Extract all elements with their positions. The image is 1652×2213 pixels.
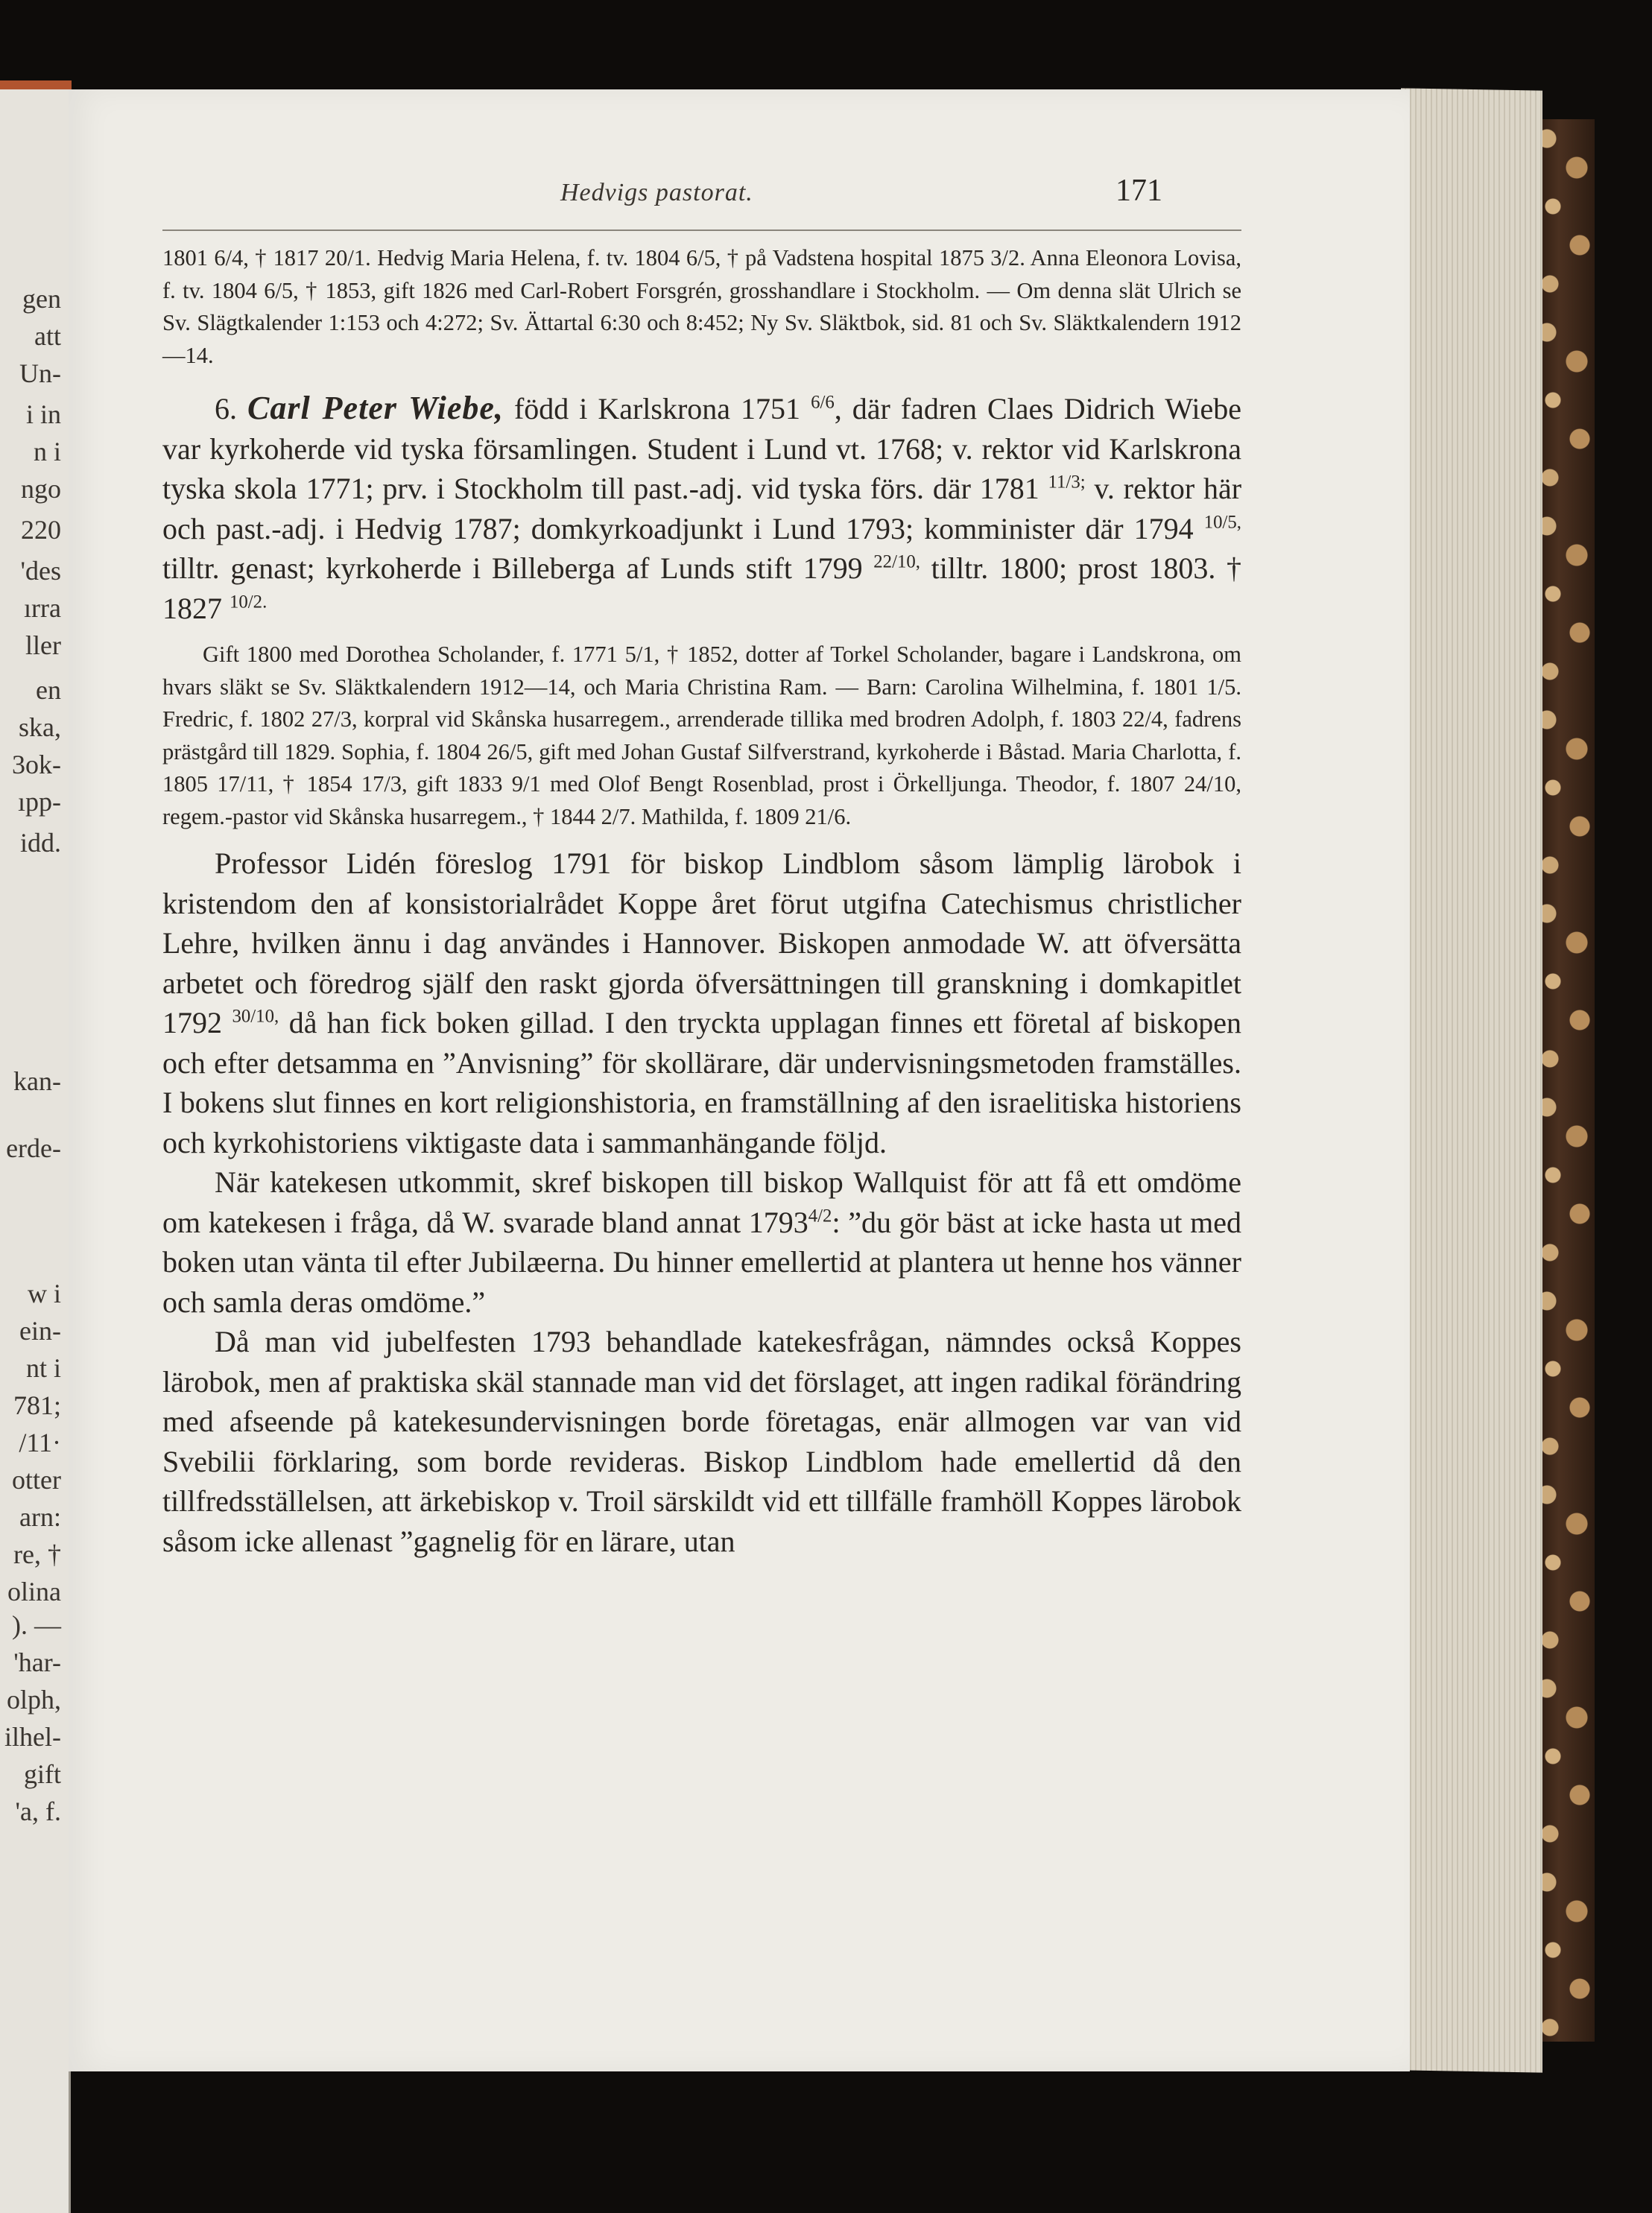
date-adj: 11/3; bbox=[1048, 472, 1086, 493]
date-kh: 22/10, bbox=[873, 551, 920, 572]
left-page-fragment: ska, bbox=[19, 712, 61, 742]
left-page-fragment: 'des bbox=[20, 556, 61, 586]
catechism-text-b: då han fick boken gillad. I den tryckta upplagan finnes ett företal af biskopen och efter detsamma en ”Anvisning” för skollärare, där undervisningsmetoden framställes. I bokens slut finnes en kort religionshistoria, en framställning af den israelitiska historiens och kyrkohistoriens viktigaste data i sammanhängande följd. bbox=[162, 1006, 1242, 1159]
left-page-fragment: gen bbox=[22, 284, 61, 314]
date-letter: 4/2 bbox=[808, 1206, 832, 1226]
left-page-fragment: Un- bbox=[19, 358, 61, 388]
left-page-fragment: ein- bbox=[19, 1316, 61, 1346]
left-page-fragment: ilhel- bbox=[4, 1722, 61, 1752]
paragraph-biography: 6. Carl Peter Wiebe, född i Karlskrona 1751 $^{6/6}$, där fadren Claes Didrich Wiebe var kyrkoherde vid tyska församlingen. Student i Lund vt. 1768; v. rektor vid Karlskrona tyska skola 1771; prv. i Stockholm till past.-adj. vid tyska förs. där 1781 $^{11/3;}$ v. rektor här och past.-adj. i Hedvig 1787; domkyrkoadjunkt i Lund 1793; komminister där 1794 $^{10/5,}$ tilltr. genast; kyrkoherde i Billeberga af Lunds stift 1799 $^{22/10,}$ tilltr. 1800; prost 1803. † 1827 $^{10/2.}$ bbox=[162, 390, 1242, 625]
left-page-fragment: erde- bbox=[6, 1133, 61, 1163]
left-page-fragment: re, † bbox=[13, 1539, 61, 1569]
bio-text-b: där fadren Claes Didrich Wiebe var kyrkoherde vid tyska församlingen. Student i Lund vt. 1768; v. rektor vid Karlskrona tyska skola 1771; prv. i Stockholm till past.-adj. vid tyska förs. där 1781 bbox=[162, 392, 1242, 505]
left-page-fragment: gift bbox=[24, 1759, 61, 1789]
left-page-fragment: ller bbox=[25, 630, 61, 660]
left-page-fragment: att bbox=[34, 321, 61, 351]
bio-text-c: v. rektor här och past.-adj. i Hedvig 1787; domkyrkoadjunkt i Lund 1793; komminister där 1794 bbox=[162, 472, 1242, 545]
page-number: 171 bbox=[1115, 174, 1162, 208]
paragraph-continuation: 1801 6/4, † 1817 20/1. Hedvig Maria Helena, f. tv. 1804 6/5, † på Vadstena hospital 1875 3/2. Anna Eleonora Lovisa, f. tv. 1804 6/5, † 1853, gift 1826 med Carl-Robert Forsgrén, grosshandlare i Stockholm. — Om denna slät Ulrich se Sv. Slägtkalender 1:153 och 4:272; Sv. Ättartal 6:30 och 8:452; Ny Sv. Släktbok, sid. 81 och Sv. Släktkalendern 1912—14. bbox=[162, 245, 1241, 368]
page-edges bbox=[1401, 88, 1542, 2072]
header-rule bbox=[162, 229, 1241, 231]
date-born: 6/6 bbox=[811, 392, 835, 413]
book-page bbox=[69, 89, 1410, 2071]
left-page-fragment: w i bbox=[28, 1279, 61, 1308]
left-facing-page bbox=[0, 89, 71, 2213]
left-page-fragment: 'a, f. bbox=[15, 1796, 61, 1826]
text-block bbox=[162, 242, 1241, 1561]
left-page-fragment: olina bbox=[7, 1577, 61, 1606]
left-page-fragment: olph, bbox=[6, 1685, 61, 1715]
left-page-fragment: i in bbox=[25, 399, 61, 429]
left-page-fragment: nt i bbox=[25, 1353, 61, 1383]
left-page-fragment: otter bbox=[12, 1465, 61, 1495]
left-page-fragment: idd. bbox=[19, 828, 61, 858]
paragraph-catechism bbox=[162, 843, 1241, 1162]
left-page-fragment: n i bbox=[33, 437, 61, 466]
catechism-text-a: Professor Lidén föreslog 1791 för biskop Lindblom såsom lämplig lärobok i kristendom den af konsistorialrådet Koppe året förut utgifna Catechismus christlicher Lehre, hvilken ännu i dag användes i Hannover. Biskopen anmodade W. att öfversätta arbetet och föredrog själf den raskt gjorda öfversättningen till granskning i domkapitlet 1792 bbox=[162, 846, 1241, 1039]
left-page-fragment: 'har- bbox=[13, 1647, 61, 1677]
bio-text-a: född i Karlskrona 1751 bbox=[513, 392, 801, 425]
left-page-fragment: /11· bbox=[19, 1428, 61, 1457]
paragraph-letter bbox=[162, 1162, 1241, 1322]
paragraph-family: Gift 1800 med Dorothea Scholander, f. 1771 5/1, † 1852, dotter af Torkel Scholander, bagare i Landskrona, om hvars släkt se Sv. Släktkalendern 1912—14, och Maria Christina Ram. — Barn: Carolina Wilhelmina, f. 1801 1/5. Fredric, f. 1802 27/3, korpral vid Skånska husarregem., arrenderade tillika med brodren Adolph, f. 1803 22/4, fadrens prästgård till 1829. Sophia, f. 1804 26/5, gift med Johan Gustaf Silfverstrand, kyrkoherde i Båstad. Maria Charlotta, f. 1805 17/11, † 1854 17/3, gift 1833 9/1 med Olof Bengt Rosenblad, prost i Örkelljunga. Theodor, f. 1807 24/10, regem.-pastor vid Skånska husarregem., † 1844 2/7. Mathilda, f. 1809 21/6. bbox=[162, 642, 1241, 829]
left-page-fragment: ngo bbox=[21, 474, 61, 504]
letter-text-a: När katekesen utkommit, skref biskopen till biskop Wallquist för att få ett omdöme om katekesen i fråga, då W. svarade bland annat 1793 bbox=[162, 1165, 1241, 1239]
left-page-fragment: ). — bbox=[12, 1610, 61, 1640]
entry-number: 6. bbox=[215, 392, 237, 425]
date-granskning: 30/10, bbox=[232, 1006, 279, 1027]
date-death: 10/2. bbox=[230, 592, 268, 612]
book-cover-edge bbox=[1535, 119, 1595, 2042]
left-page-fragment: en bbox=[36, 675, 61, 705]
left-page-fragment: 220 bbox=[21, 515, 61, 545]
left-page-fragment: 3ok- bbox=[12, 750, 61, 779]
left-page-fragment: ırra bbox=[24, 593, 61, 623]
bio-text-d: tilltr. genast; kyrkoherde i Billeberga af Lunds stift 1799 bbox=[162, 551, 863, 585]
paragraph-jubilee: Då man vid jubelfesten 1793 behandlade katekesfrågan, nämndes också Koppes lärobok, men af praktiska skäl stannade man vid det förslaget, att ingen radikal förändring med afseende på katekesundervisningen borde företagas, enär allmogen var van vid Svebilii förklaring, som borde revideras. Biskop Lindblom hade emellertid då den tillfredsställelsen, att ärkebiskop v. Troil särskildt vid ett tillfälle framhöll Koppes lärobok såsom icke allenast ”gagnelig för en lärare, utan bbox=[162, 1325, 1241, 1558]
letter-text-b: : ”du gör bäst at icke hasta ut med boken utan vänta til efter Jubilæerna. Du hinner emellertid at plantera ut henne hos vänner och samla deras omdöme.” bbox=[162, 1205, 1242, 1319]
running-title: Hedvigs pastorat. bbox=[560, 179, 753, 206]
person-name: Carl Peter Wiebe, bbox=[247, 390, 504, 426]
left-page-fragment: arn: bbox=[19, 1502, 61, 1532]
bio-text-e: tilltr. 1800; prost 1803. † 1827 bbox=[162, 551, 1242, 625]
left-page-fragment: 781; bbox=[13, 1390, 61, 1420]
date-komm: 10/5, bbox=[1203, 512, 1242, 533]
left-page-fragment: kan- bbox=[13, 1066, 61, 1096]
left-page-fragment: ıpp- bbox=[18, 787, 61, 817]
